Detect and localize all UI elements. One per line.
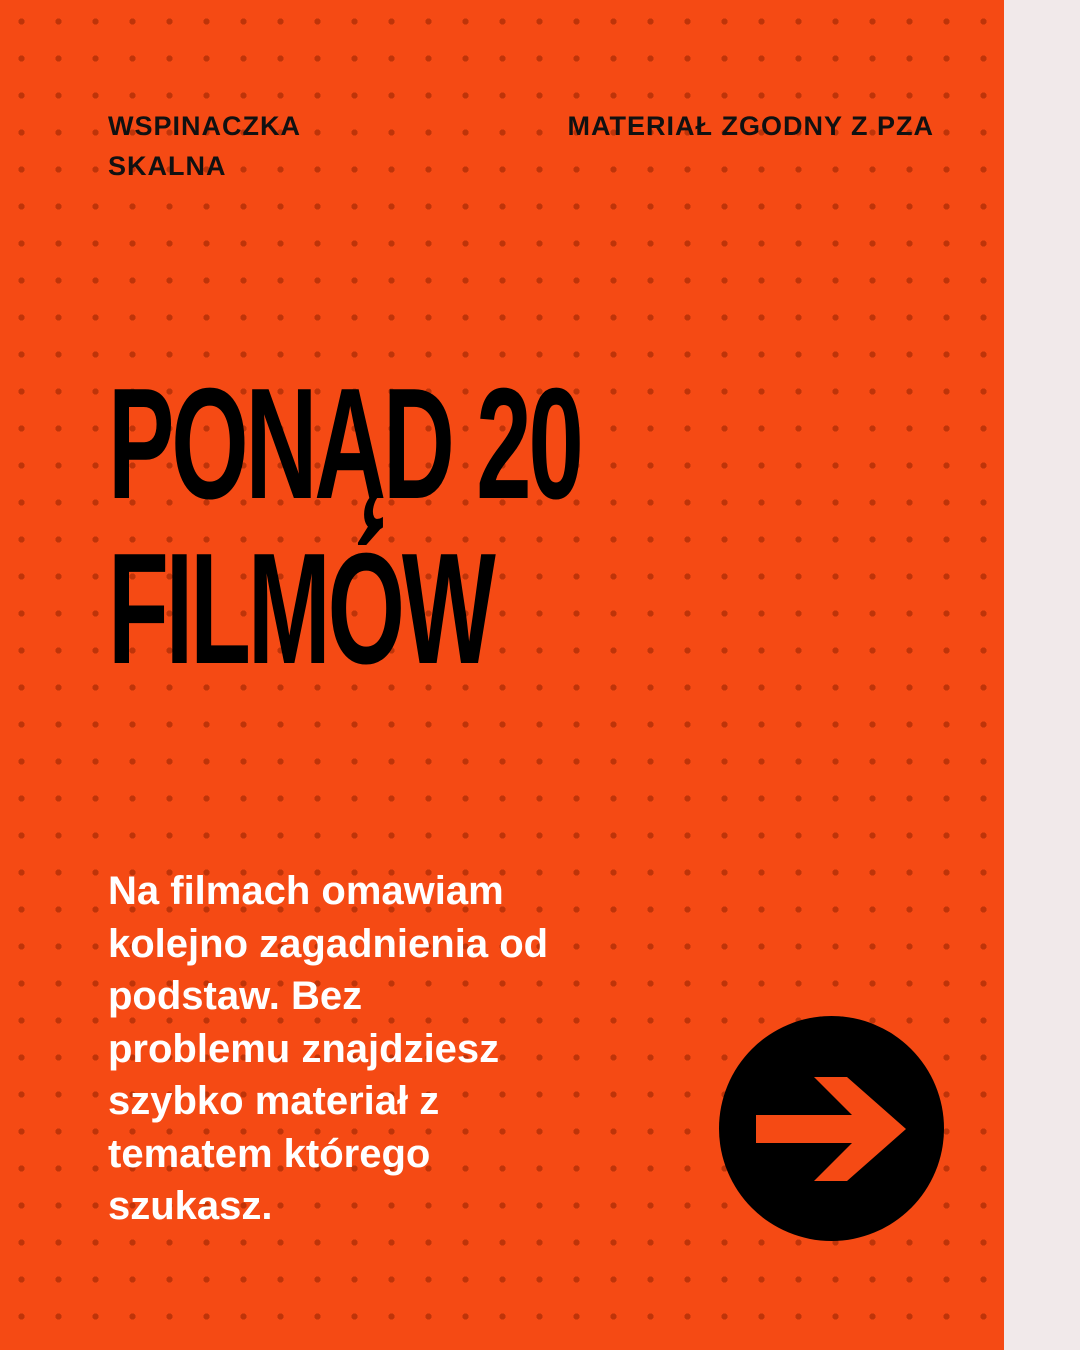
arrow-right-icon bbox=[719, 1016, 944, 1241]
headline-line-2: FILMÓW bbox=[108, 521, 493, 697]
next-button[interactable] bbox=[719, 1016, 944, 1241]
compliance-label: MATERIAŁ ZGODNY Z PZA bbox=[567, 111, 934, 141]
description-text: Na filmach omawiam kolejno zagadnienia od podstaw. Bez problemu znajdziesz szybko materiał z tematem którego szukasz. bbox=[108, 869, 549, 1228]
topic-label: WSPINACZKA SKALNA bbox=[108, 111, 300, 181]
headline-line-1: PONĄD 20 bbox=[108, 356, 581, 532]
headline bbox=[108, 356, 581, 697]
